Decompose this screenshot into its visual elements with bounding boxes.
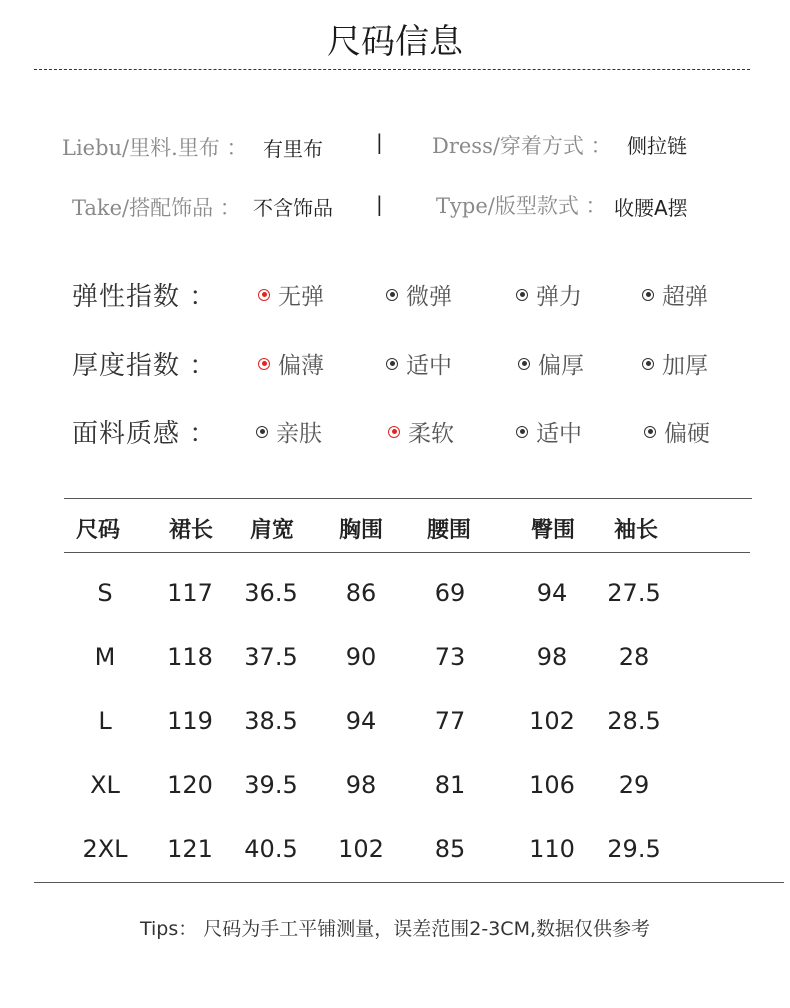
column-header: 袖长 [613, 518, 658, 543]
measure-cell: 28 [618, 643, 650, 671]
measure-cell: 38.5 [244, 707, 298, 735]
lining-label: Liebu/里料.里布 ： [62, 136, 248, 160]
dress-label: Dress/穿着方式 ： [432, 134, 612, 158]
measure-cell: 102 [338, 835, 384, 863]
thickness-option[interactable]: 偏薄 [258, 347, 324, 380]
texture-option[interactable]: 柔软 [388, 415, 454, 448]
type-value: 收腰A摆 [614, 196, 688, 220]
measure-cell: 40.5 [244, 835, 298, 863]
size-cell: S [97, 579, 113, 607]
column-header: 腰围 [426, 518, 471, 543]
tips-note: Tips： 尺码为手工平铺测量，误差范围2-3CM,数据仅供参考 [139, 918, 651, 940]
texture-option[interactable]: 适中 [516, 415, 582, 448]
elasticity-option[interactable]: 微弹 [386, 278, 452, 311]
measure-cell: 29.5 [607, 835, 661, 863]
measure-cell: 37.5 [244, 643, 298, 671]
radio-icon [644, 426, 656, 438]
size-cell: 2XL [82, 835, 128, 863]
table-top-line [64, 498, 752, 499]
table-bottom-line [34, 882, 784, 883]
texture-option[interactable]: 亲肤 [256, 415, 322, 448]
measure-cell: 121 [167, 835, 213, 863]
radio-selected-icon [388, 426, 400, 438]
take-value: 不含饰品 [253, 196, 333, 220]
radio-icon [516, 289, 528, 301]
measure-cell: 69 [434, 579, 466, 607]
info-separator: | [376, 130, 383, 154]
size-cell: XL [90, 771, 120, 799]
measure-cell: 120 [167, 771, 213, 799]
measure-cell: 98 [345, 771, 377, 799]
thickness-option[interactable]: 加厚 [642, 347, 708, 380]
page-title: 尺码信息 [327, 22, 463, 62]
measure-cell: 102 [529, 707, 575, 735]
thickness-option[interactable]: 偏厚 [518, 347, 584, 380]
elasticity-option[interactable]: 无弹 [258, 278, 324, 311]
dashed-divider [34, 69, 750, 70]
measure-cell: 110 [529, 835, 575, 863]
column-header: 臀围 [530, 518, 575, 543]
size-cell: M [94, 643, 116, 671]
measure-cell: 29 [618, 771, 650, 799]
measure-cell: 36.5 [244, 579, 298, 607]
radio-icon [256, 426, 268, 438]
type-label: Type/版型款式 ： [436, 194, 607, 218]
radio-icon [642, 289, 654, 301]
column-header: 肩宽 [249, 518, 294, 543]
radio-icon [386, 358, 398, 370]
measure-cell: 119 [167, 707, 213, 735]
column-header: 裙长 [168, 518, 213, 543]
take-label: Take/搭配饰品 ： [72, 196, 241, 220]
column-header: 胸围 [338, 518, 383, 543]
measure-cell: 73 [434, 643, 466, 671]
texture-option[interactable]: 偏硬 [644, 415, 710, 448]
measure-cell: 85 [434, 835, 466, 863]
column-header: 尺码 [75, 518, 120, 543]
measure-cell: 28.5 [607, 707, 661, 735]
elasticity-option[interactable]: 超弹 [642, 278, 708, 311]
measure-cell: 27.5 [607, 579, 661, 607]
size-cell: L [98, 707, 112, 735]
measure-cell: 94 [536, 579, 568, 607]
dress-value: 侧拉链 [627, 134, 687, 158]
measure-cell: 81 [434, 771, 466, 799]
radio-selected-icon [258, 289, 270, 301]
measure-cell: 118 [167, 643, 213, 671]
measure-cell: 39.5 [244, 771, 298, 799]
radio-icon [642, 358, 654, 370]
table-header-line [64, 552, 750, 553]
measure-cell: 90 [345, 643, 377, 671]
measure-cell: 94 [345, 707, 377, 735]
radio-icon [518, 358, 530, 370]
measure-cell: 98 [536, 643, 568, 671]
radio-icon [516, 426, 528, 438]
thickness-option[interactable]: 适中 [386, 347, 452, 380]
radio-icon [386, 289, 398, 301]
elasticity-option[interactable]: 弹力 [516, 278, 582, 311]
lining-value: 有里布 [263, 137, 323, 161]
measure-cell: 77 [434, 707, 466, 735]
elasticity-label: 弹性指数 ： [72, 282, 217, 312]
measure-cell: 117 [167, 579, 213, 607]
radio-selected-icon [258, 358, 270, 370]
info-separator: | [376, 192, 383, 216]
thickness-label: 厚度指数 ： [72, 351, 217, 381]
measure-cell: 106 [529, 771, 575, 799]
texture-label: 面料质感 ： [72, 419, 217, 449]
measure-cell: 86 [345, 579, 377, 607]
